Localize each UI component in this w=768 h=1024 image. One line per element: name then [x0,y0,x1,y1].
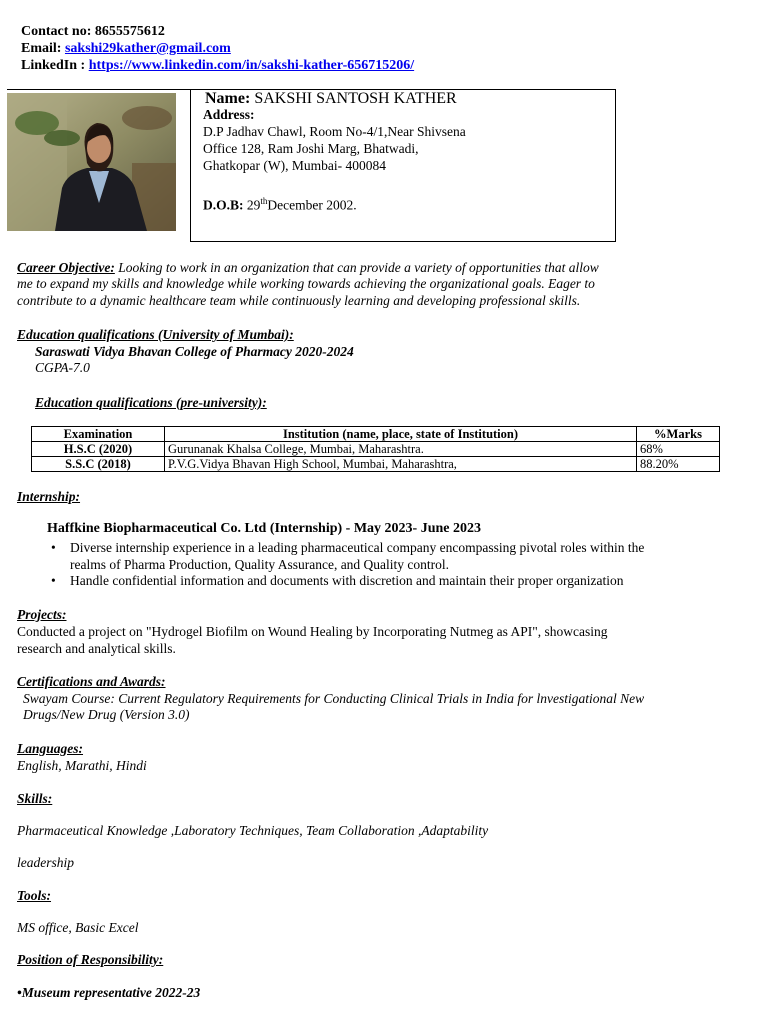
career-objective-line: contribute to a dynamic healthcare team while continuously learning and developing professional skills. [17,293,581,308]
cgpa: CGPA-7.0 [35,360,90,375]
cell-exam: S.S.C (2018) [32,457,165,472]
certification-text: Swayam Course: Current Regulatory Requirements for Conducting Clinical Trials in India for lnvestigational New [23,691,645,706]
internship-title: Haffkine Biopharmaceutical Co. Ltd (Internship) - May 2023- June 2023 [47,521,481,536]
header-box-bottom-border [190,241,616,242]
cell-exam: H.S.C (2020) [32,442,165,457]
profile-photo-image [7,93,176,231]
contact-linkedin: LinkedIn : https://www.linkedin.com/in/sakshi-kather-656715206/ [21,58,415,73]
cell-marks: 68% [637,442,720,457]
column-header-examination: Examination [32,427,165,442]
column-header-marks: %Marks [637,427,720,442]
projects-text: Conducted a project on "Hydrogel Biofilm on Wound Healing by Incorporating Nutmeg as API", showcasing [17,624,608,639]
projects-text: research and analytical skills. [17,641,176,656]
position-item: •Museum representative 2022-23 [17,985,201,1000]
table-row [32,442,720,457]
dob: D.O.B: 29thDecember 2002. [203,196,357,213]
address-line: D.P Jadhav Chawl, Room No-4/1,Near Shivsena [203,124,466,139]
list-item: • Handle confidential information and documents with discretion and maintain their proper organization [47,573,644,590]
tools-text: MS office, Basic Excel [17,920,139,935]
list-item: • Diverse internship experience in a leading pharmaceutical company encompassing pivotal roles within the realms of Pharma Production, Quality Assurance, and Quality control. [47,540,644,573]
skills-heading: Skills: [17,791,53,806]
languages-text: English, Marathi, Hindi [17,758,147,773]
email-link[interactable]: sakshi29kather@gmail.com [64,41,231,56]
cell-institution: Gurunanak Khalsa College, Mumbai, Maharashtra. [165,442,637,457]
position-heading: Position of Responsibility: [17,952,164,967]
table-header-row [32,427,720,442]
career-objective-heading: Career Objective: [17,260,115,275]
college-name: Saraswati Vidya Bhavan College of Pharmacy 2020-2024 [35,344,354,359]
cell-institution: P.V.G.Vidya Bhavan High School, Mumbai, Maharashtra, [165,457,637,472]
languages-heading: Languages: [17,741,84,756]
header-box-divider [190,89,191,241]
tools-heading: Tools: [17,888,52,903]
skills-text: leadership [17,855,74,870]
certification-text: Drugs/New Drug (Version 3.0) [23,707,190,722]
certifications-heading: Certifications and Awards: [17,674,166,689]
career-objective-line: Career Objective: Looking to work in an organization that can provide a variety of opportunities that allow [17,260,599,275]
linkedin-link[interactable]: https://www.linkedin.com/in/sakshi-kather-656715206/ [88,58,415,73]
cell-marks: 88.20% [637,457,720,472]
profile-name: Name: SAKSHI SANTOSH KATHER [205,90,457,107]
address-line: Ghatkopar (W), Mumbai- 400084 [203,158,386,173]
profile-photo [7,93,176,231]
internship-heading: Internship: [17,489,81,504]
internship-bullets [47,540,644,590]
contact-email: Email: sakshi29kather@gmail.com [21,41,231,56]
contact-phone: Contact no: 8655575612 [21,24,165,39]
education-university-heading: Education qualifications (University of Mumbai): [17,327,294,342]
header-box-right-border [615,89,616,241]
projects-heading: Projects: [17,607,67,622]
education-pre-heading: Education qualifications (pre-university): [35,395,267,410]
address-label: Address: [203,107,255,122]
skills-text: Pharmaceutical Knowledge ,Laboratory Techniques, Team Collaboration ,Adaptability [17,823,489,838]
column-header-institution: Institution (name, place, state of Institution) [165,427,637,442]
education-table [31,426,720,472]
table-row [32,457,720,472]
address-line: Office 128, Ram Joshi Marg, Bhatwadi, [203,141,419,156]
career-objective-line: me to expand my skills and knowledge while working towards achieving the organizational goals. Eager to [17,276,595,291]
